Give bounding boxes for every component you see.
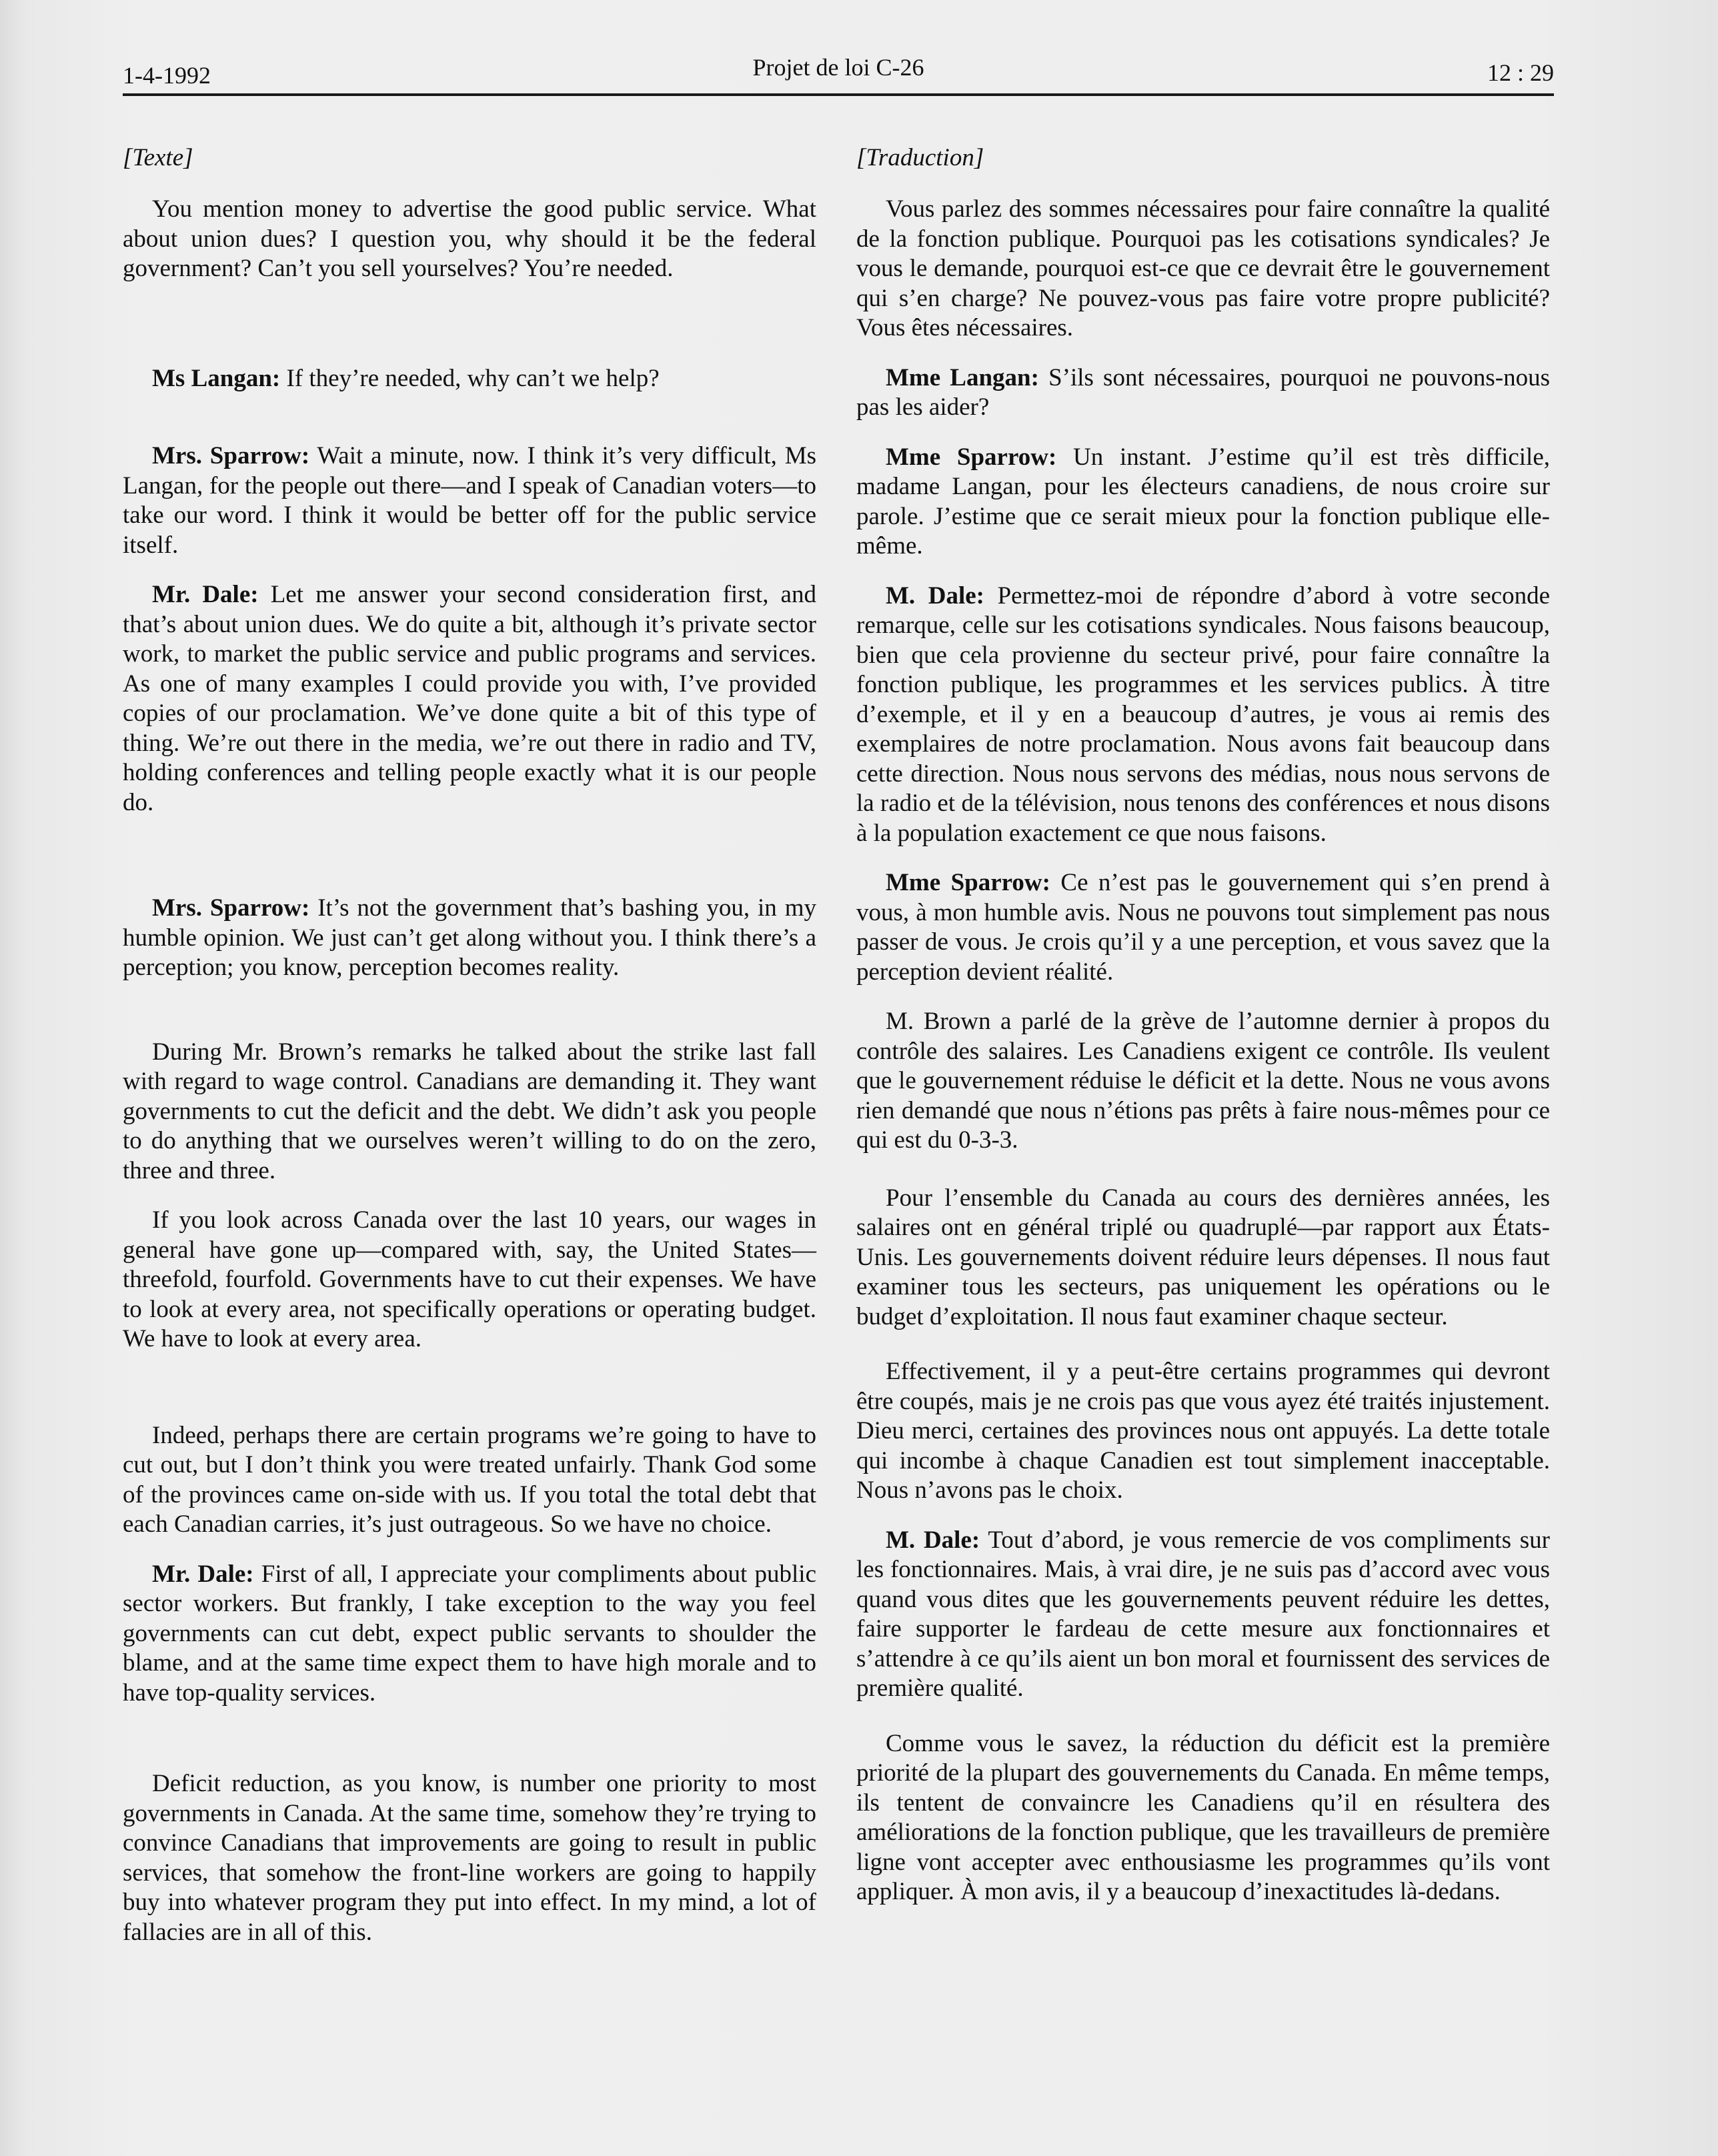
section-label-texte: [Texte] [123, 144, 193, 171]
english-column [123, 130, 816, 1947]
transcript-paragraph [123, 441, 816, 560]
transcript-paragraph [856, 582, 1550, 849]
paragraph-text: M. Brown a parlé de la grève de l’automne dernier à propos du contrôle des salaires. Les Canadiens exigent ce contrôle. Ils veulent que le gouvernement réduise le déficit et la dette. Nous ne vous avons rien demandé que nous n’étions pas prêts à faire nous-mêmes pour ce qui est du 0-3-3. [856, 1008, 1550, 1154]
french-column [856, 130, 1550, 1907]
paragraph-text: Effectivement, il y a peut-être certains programmes qui devront être coupés, mais je ne crois pas que vous ayez été traités injustement. Dieu merci, certaines des provinces nous ont appuyés. La dette totale qui incombe à chaque Canadien est tout simplement inacceptable. Nous n’avons pas le choix. [856, 1358, 1550, 1504]
transcript-paragraph [123, 1769, 816, 1947]
speaker-name: Mr. Dale: [152, 1560, 254, 1588]
transcript-paragraph [856, 363, 1550, 423]
speaker-name: Mme Sparrow: [886, 443, 1057, 471]
paragraph-text: Comme vous le savez, la réduction du déficit est la première priorité de la plupart des gouvernements du Canada. En même temps, ils tentent de convaincre les Canadiens qu’il en résultera des améliorations de la fonction publique, que les travailleurs de première ligne vont accepter avec enthousiasme les programmes qu’ils vont appliquer. À mon avis, il y a beaucoup d’inexactitudes là-dedans. [856, 1729, 1550, 1905]
paragraph-text: Un instant. J’estime qu’il est très difficile, madame Langan, pour les électeurs canadiens, de nous croire sur parole. J’estime que ce serait mieux pour la fonction publique elle-même. [856, 443, 1550, 560]
paragraph-text: Vous parlez des sommes nécessaires pour faire connaître la qualité de la fonction publique. Pourquoi pas les cotisations syndicales? Je vous le demande, pourquoi est-ce que ce devrait être le gouvernement qui s’en charge? Ne pouvez-vous pas faire votre propre publicité? Vous êtes nécessaires. [856, 195, 1550, 341]
transcript-paragraph [123, 195, 816, 284]
transcript-paragraph [123, 1421, 816, 1540]
transcript-paragraph [123, 1206, 816, 1354]
paragraph-text: Deficit reduction, as you know, is number one priority to most governments in Canada. At the same time, somehow they’re trying to convince Canadians that improvements are going to result in public services, that somehow the front-line workers are going to happily buy into whatever program they put into effect. In my mind, a lot of fallacies are in all of this. [123, 1770, 816, 1946]
speaker-name: Mr. Dale: [152, 581, 259, 608]
paragraph-text: Ce n’est pas le gouvernement qui s’en prend à vous, à mon humble avis. Nous ne pouvons tout simplement pas nous passer de vous. Je crois qu’il y a une perception, et vous savez que la perception devient réalité. [856, 869, 1550, 986]
speaker-name: Mrs. Sparrow: [152, 442, 310, 469]
paragraph-text: If they’re needed, why can’t we help? [286, 364, 660, 392]
paragraph-text: It’s not the government that’s bashing you, in my humble opinion. We just can’t get along without you. I think there’s a perception; you know, perception becomes reality. [123, 894, 816, 981]
transcript-paragraph [856, 195, 1550, 343]
transcript-paragraph [856, 1526, 1550, 1704]
page-header [123, 52, 1554, 96]
transcript-paragraph [856, 868, 1550, 987]
transcript-paragraph [123, 580, 816, 818]
transcript-paragraph [123, 364, 816, 394]
transcript-paragraph [856, 1007, 1550, 1156]
paragraph-text: You mention money to advertise the good public service. What about union dues? I question you, why should it be the federal government? Can’t you sell yourselves? You’re needed. [123, 195, 816, 282]
paragraph-text: Permettez-moi de répondre d’abord à votre seconde remarque, celle sur les cotisations syndicales. Nous faisons beaucoup, bien que cela provienne du secteur privé, pour faire connaître la fonction publique, les programmes et les services publics. À titre d’exemple, et il y en a beaucoup d’autres, je vous ai remis des exemplaires de notre proclamation. Nous avons fait beaucoup dans cette direction. Nous nous servons des médias, nous nous servons de la radio et de la télévision, nous tenons des conférences et nous disons à la population exactement ce que nous faisons. [856, 582, 1550, 847]
header-date: 1-4-1992 [123, 62, 211, 89]
paragraph-text: If you look across Canada over the last 10 years, our wages in general have gone up—compared with, say, the United States—threefold, fourfold. Governments have to cut their expenses. We have to look at every area, not specifically operations or operating budget. We have to look at every area. [123, 1206, 816, 1352]
header-page-number: 12 : 29 [1487, 59, 1554, 86]
transcript-paragraph [123, 894, 816, 983]
section-label-traduction: [Traduction] [856, 144, 984, 171]
transcript-paragraph [123, 1560, 816, 1709]
header-title: Projet de loi C-26 [752, 54, 924, 81]
speaker-name: Mme Langan: [886, 363, 1039, 391]
paragraph-text: Tout d’abord, je vous remercie de vos compliments sur les fonctionnaires. Mais, à vrai dire, je ne suis pas d’accord avec vous quand vous dites que les gouvernements peuvent réduire les dettes, faire supporter le fardeau de cette mesure aux fonctionnaires et s’attendre à ce qu’ils aient un bon moral et fournissent des services de première qualité. [856, 1526, 1550, 1702]
transcript-paragraph [856, 1184, 1550, 1332]
speaker-name: Mme Sparrow: [886, 869, 1050, 896]
speaker-name: M. Dale: [886, 1526, 980, 1554]
paragraph-text: Indeed, perhaps there are certain programs we’re going to have to cut out, but I don’t think you were treated unfairly. Thank God some of the provinces came on-side with us. If you total the total debt that each Canadian carries, it’s just outrageous. So we have no choice. [123, 1421, 816, 1538]
paragraph-text: Let me answer your second consideration first, and that’s about union dues. We do quite a bit, although it’s private sector work, to market the public service and public programs and services. As one of many examples I could provide you with, I’ve provided copies of our proclamation. We’ve done quite a bit of this type of thing. We’re out there in the media, we’re out there in radio and TV, holding conferences and telling people exactly what it is our people do. [123, 581, 816, 816]
speaker-name: Mrs. Sparrow: [152, 894, 310, 922]
speaker-name: M. Dale: [886, 582, 984, 610]
transcript-paragraph [123, 1038, 816, 1186]
transcript-paragraph [856, 1357, 1550, 1506]
paragraph-text: First of all, I appreciate your compliments about public sector workers. But frankly, I take exception to the way you feel governments can cut debt, expect public servants to shoulder the blame, and at the same time expect them to have high morale and to have top-quality services. [123, 1560, 816, 1707]
paragraph-text: Wait a minute, now. I think it’s very difficult, Ms Langan, for the people out there—and I speak of Canadian voters—to take our word. I think it would be better off for the public service itself. [123, 442, 816, 559]
speaker-name: Ms Langan: [152, 364, 281, 392]
paragraph-text: Pour l’ensemble du Canada au cours des dernières années, les salaires ont en général triplé ou quadruplé—par rapport aux États-Unis. Les gouvernements doivent réduire leurs dépenses. Il nous faut examiner tous les secteurs, pas uniquement les opérations ou le budget d’exploitation. Il nous faut examiner chaque secteur. [856, 1184, 1550, 1330]
paragraph-text: S’ils sont nécessaires, pourquoi ne pouvons-nous pas les aider? [856, 363, 1551, 421]
paragraph-text: During Mr. Brown’s remarks he talked about the strike last fall with regard to wage control. Canadians are demanding it. They want governments to cut the deficit and the debt. We didn’t ask you people to do anything that we ourselves weren’t willing to do on the zero, three and three. [123, 1038, 816, 1184]
transcript-paragraph [856, 443, 1550, 562]
transcript-paragraph [856, 1729, 1550, 1907]
